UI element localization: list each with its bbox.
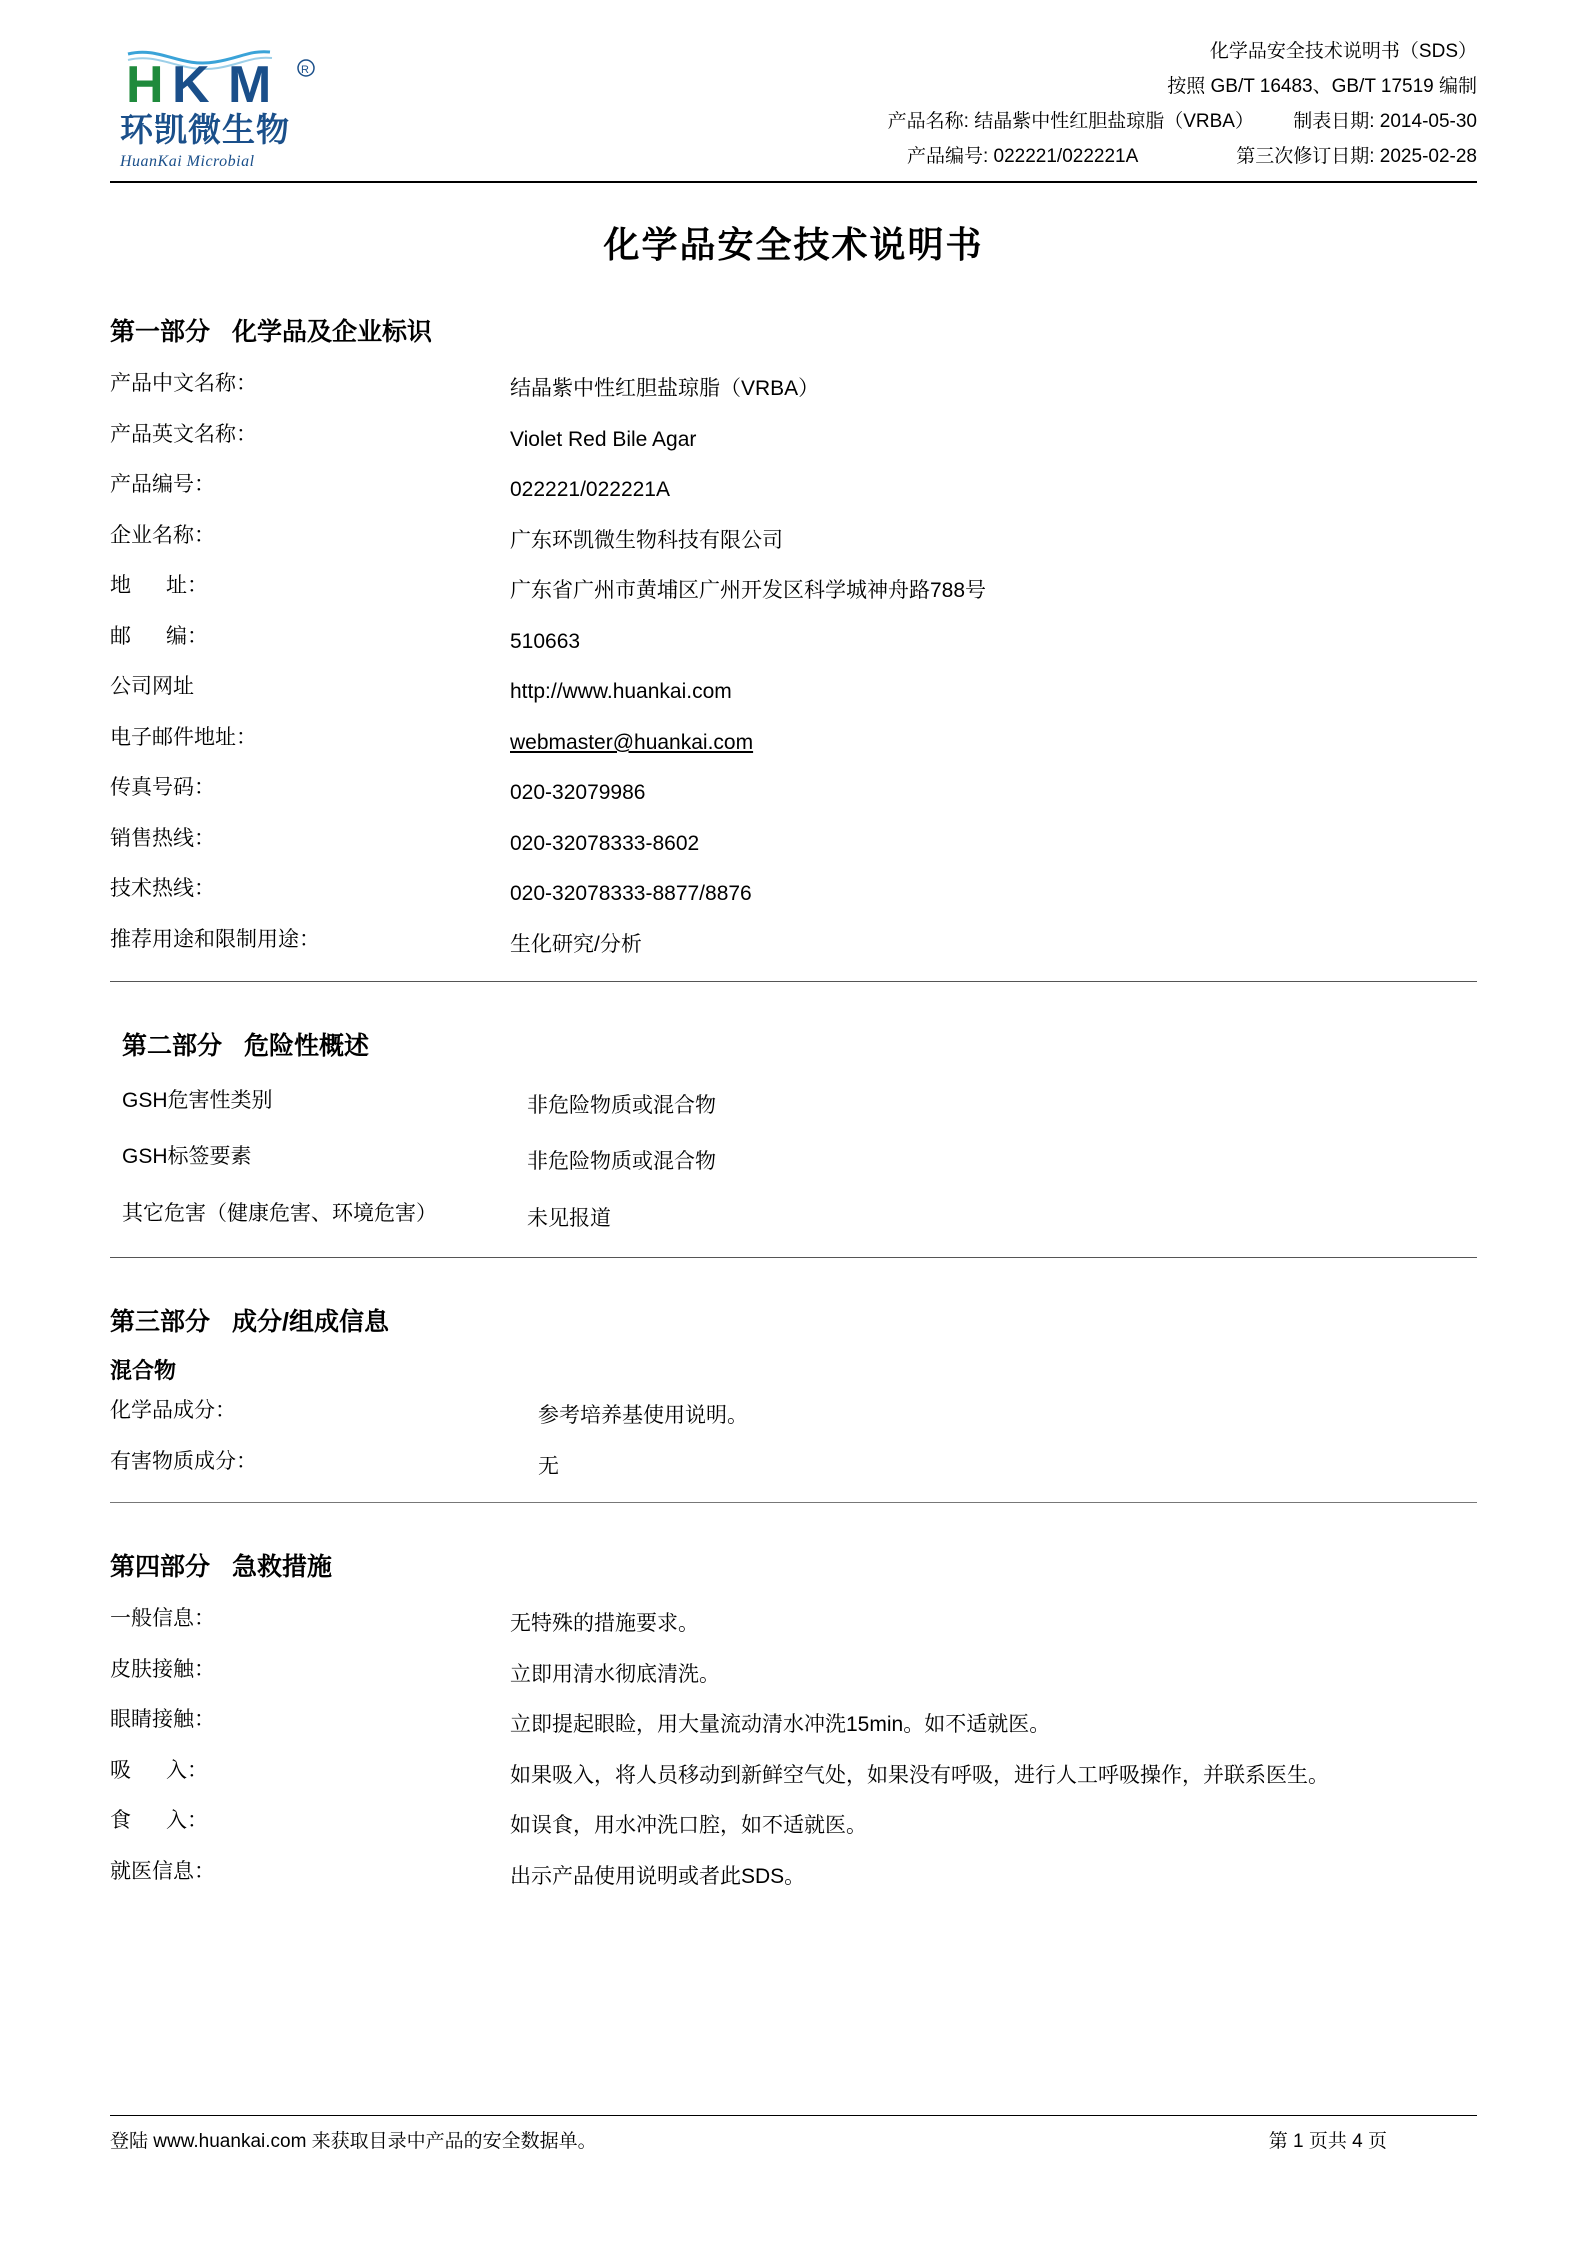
info-row xyxy=(110,465,1477,516)
product-code-label: 产品编号: xyxy=(906,146,989,168)
revision-date-value: 2025-02-28 xyxy=(1379,146,1477,168)
row-value: 参考培养基使用说明。 xyxy=(538,1404,748,1428)
section-2-rows xyxy=(110,1078,1477,1248)
section-2-number: 第二部分 xyxy=(122,1031,223,1060)
row-value: 020-32078333-8877/8876 xyxy=(510,882,752,906)
row-label: 就医信息： xyxy=(110,1860,215,1884)
section-1-divider xyxy=(110,981,1477,982)
header-divider xyxy=(110,181,1477,183)
logo-chinese-name: 环凯微生物 xyxy=(120,111,290,148)
row-label: GSH标签要素 xyxy=(122,1145,252,1169)
row-value: 无特殊的措施要求。 xyxy=(510,1612,699,1636)
document-footer xyxy=(110,2115,1477,2153)
info-row xyxy=(122,1078,1477,1135)
section-3-rows xyxy=(110,1391,1477,1492)
email-link[interactable]: webmaster@huankai.com xyxy=(510,730,754,754)
info-row xyxy=(110,1599,1477,1650)
section-2-title xyxy=(110,1026,1477,1062)
company-logo xyxy=(110,28,420,171)
row-value: 510663 xyxy=(510,629,581,653)
row-label: 公司网址 xyxy=(110,675,194,699)
row-label: 地 址： xyxy=(110,574,209,598)
row-value: 出示产品使用说明或者此SDS。 xyxy=(510,1865,806,1889)
row-label: 眼睛接触： xyxy=(110,1708,215,1732)
row-label: 一般信息： xyxy=(110,1607,215,1631)
document-header xyxy=(110,0,1477,175)
row-label: 产品编号： xyxy=(110,473,215,497)
made-date-value: 2014-05-30 xyxy=(1379,111,1477,133)
info-row xyxy=(110,869,1477,920)
svg-text:M: M xyxy=(228,56,272,108)
info-row xyxy=(110,1751,1477,1802)
row-label: 企业名称： xyxy=(110,523,215,547)
info-row xyxy=(122,1191,1477,1248)
product-name-label: 产品名称: xyxy=(887,111,969,133)
company-website[interactable]: http://www.huankai.com xyxy=(510,680,732,704)
header-meta xyxy=(888,28,1477,175)
row-value: 非危险物质或混合物 xyxy=(527,1150,716,1174)
row-label: 化学品成分： xyxy=(110,1399,236,1423)
info-row xyxy=(110,617,1477,668)
row-label: 电子邮件地址： xyxy=(110,725,257,749)
page-number: 第 1 页共 4 页 xyxy=(1268,2131,1387,2152)
row-label: 其它危害（健康危害、环境危害） xyxy=(122,1201,437,1225)
revision-date-label: 第三次修订日期: xyxy=(1236,146,1375,168)
page-title: 化学品安全技术说明书 xyxy=(603,224,984,265)
row-label: 传真号码： xyxy=(110,776,215,800)
section-3-subtitle: 混合物 xyxy=(110,1358,177,1384)
section-1-number: 第一部分 xyxy=(110,318,211,346)
info-row xyxy=(110,1650,1477,1701)
info-row xyxy=(110,718,1477,769)
section-4 xyxy=(110,1547,1477,1902)
header-product-name-row xyxy=(888,104,1477,139)
section-2-divider xyxy=(110,1257,1477,1258)
row-value: 广东省广州市黄埔区广州开发区科学城神舟路788号 xyxy=(510,579,987,603)
row-value: 立即用清水彻底清洗。 xyxy=(510,1662,720,1686)
svg-text:R: R xyxy=(301,64,309,76)
hkm-logo-icon xyxy=(120,46,390,108)
row-label: 有害物质成分： xyxy=(110,1449,257,1473)
header-product-code-row xyxy=(888,139,1477,174)
row-label: GSH危害性类别 xyxy=(122,1088,273,1112)
section-1 xyxy=(110,312,1477,982)
row-value: 022221/022221A xyxy=(510,478,670,502)
info-row xyxy=(110,667,1477,718)
section-4-rows xyxy=(110,1599,1477,1902)
row-label: 皮肤接触： xyxy=(110,1657,215,1681)
section-1-heading: 化学品及企业标识 xyxy=(232,318,433,346)
row-label: 推荐用途和限制用途： xyxy=(110,928,320,952)
section-4-number: 第四部分 xyxy=(110,1553,211,1582)
row-label: 吸 入： xyxy=(110,1758,209,1782)
row-value: 结晶紫中性红胆盐琼脂（VRBA） xyxy=(510,377,820,400)
row-value: 无 xyxy=(538,1454,559,1478)
logo-english-name: HuanKai Microbial xyxy=(120,153,255,170)
info-row xyxy=(110,516,1477,567)
footer-note: 登陆 www.huankai.com 来获取目录中产品的安全数据单。 xyxy=(110,2131,597,2152)
info-row xyxy=(122,1134,1477,1191)
section-2-heading: 危险性概述 xyxy=(244,1031,370,1060)
info-row xyxy=(110,920,1477,971)
footer-divider xyxy=(110,2115,1477,2116)
row-value: 020-32079986 xyxy=(510,781,646,805)
product-code-value: 022221/022221A xyxy=(993,146,1139,168)
row-label: 食 入： xyxy=(110,1809,209,1833)
info-row xyxy=(110,819,1477,870)
product-name-value: 结晶紫中性红胆盐琼脂（VRBA） xyxy=(974,111,1254,133)
section-3 xyxy=(110,1302,1477,1503)
header-sds-title: 化学品安全技术说明书（SDS） xyxy=(1209,41,1477,62)
row-label: 邮 编： xyxy=(110,624,209,648)
svg-text:H: H xyxy=(126,56,164,108)
info-row xyxy=(110,364,1477,415)
info-row xyxy=(110,1852,1477,1903)
row-value: 广东环凯微生物科技有限公司 xyxy=(510,528,783,552)
info-row xyxy=(110,415,1477,466)
row-value: 非危险物质或混合物 xyxy=(527,1093,716,1117)
info-row xyxy=(110,566,1477,617)
row-value: 如果吸入，将人员移动到新鲜空气处，如果没有呼吸，进行人工呼吸操作，并联系医生。 xyxy=(510,1763,1329,1787)
section-3-heading: 成分/组成信息 xyxy=(232,1308,389,1337)
info-row xyxy=(110,1801,1477,1852)
row-label: 销售热线： xyxy=(110,826,215,850)
row-label: 产品英文名称： xyxy=(110,422,257,446)
row-value: 立即提起眼睑，用大量流动清水冲洗15min。如不适就医。 xyxy=(510,1713,1051,1737)
row-label: 技术热线： xyxy=(110,877,215,901)
row-value: 生化研究/分析 xyxy=(510,933,642,957)
row-label: 产品中文名称： xyxy=(110,372,257,395)
info-row xyxy=(110,1391,1477,1442)
info-row xyxy=(110,768,1477,819)
section-3-number: 第三部分 xyxy=(110,1308,211,1337)
section-3-divider xyxy=(110,1502,1477,1503)
row-value: 未见报道 xyxy=(527,1206,611,1230)
row-value: Violet Red Bile Agar xyxy=(510,427,697,451)
header-standard: 按照 GB/T 16483、GB/T 17519 编制 xyxy=(1167,76,1477,98)
section-1-rows xyxy=(110,364,1477,971)
info-row xyxy=(110,1700,1477,1751)
svg-text:K: K xyxy=(172,56,210,108)
made-date-label: 制表日期: xyxy=(1293,111,1375,133)
row-value: 如误食，用水冲洗口腔，如不适就医。 xyxy=(510,1814,867,1838)
section-2 xyxy=(110,1026,1477,1259)
section-3-title xyxy=(110,1302,1477,1338)
section-4-title xyxy=(110,1547,1477,1583)
section-1-title xyxy=(110,312,1477,348)
section-4-heading: 急救措施 xyxy=(232,1553,333,1582)
info-row xyxy=(110,1442,1477,1493)
row-value: 020-32078333-8602 xyxy=(510,831,700,855)
